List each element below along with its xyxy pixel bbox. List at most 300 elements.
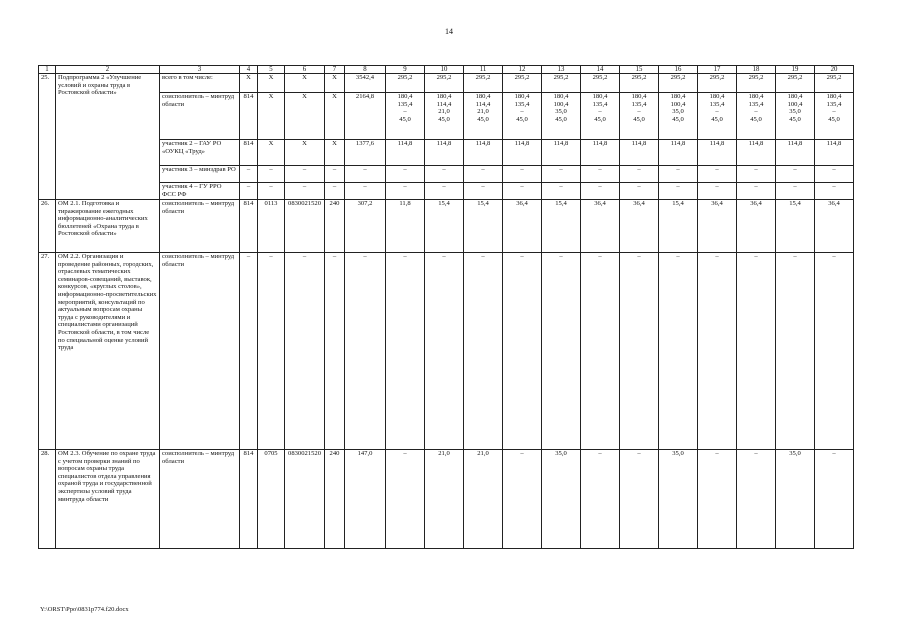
year-value-line: 295,2 [436, 74, 452, 81]
table-row [39, 93, 854, 140]
year-value-line: – [403, 450, 407, 457]
year-value-line: – [442, 166, 446, 173]
year-value [815, 200, 854, 253]
year-value-line: 180,4 [787, 93, 803, 100]
year-value-line: 35,0 [789, 450, 801, 457]
vr-code: 240 [325, 450, 345, 549]
year-value [464, 200, 503, 253]
year-value-line: 15,4 [672, 200, 684, 207]
year-value [659, 166, 698, 183]
budget-table [38, 65, 854, 549]
year-value [503, 253, 542, 450]
csr-code: X [285, 74, 325, 93]
csr-code: X [285, 93, 325, 140]
column-header-1: 1 [39, 66, 56, 74]
year-value-line: – [481, 253, 485, 260]
year-value [737, 253, 776, 450]
year-value [542, 140, 581, 166]
year-value-line: – [520, 450, 524, 457]
year-value [659, 183, 698, 200]
year-value [737, 450, 776, 549]
year-value-line: – [442, 183, 446, 190]
program-name: ОМ 2.3. Обучение по охране труда с учетом проверки знаний по вопросам охраны труда специалистов отдела управления охраной труда и государственной экспертизы условий труда минтруда области [56, 450, 160, 549]
row-number: 26. [39, 200, 56, 253]
year-value-line: 295,2 [748, 74, 764, 81]
year-value-line: 35,0 [789, 108, 801, 116]
year-value [503, 140, 542, 166]
year-value-line: 135,4 [592, 100, 608, 108]
year-value-line: 11,8 [399, 200, 411, 207]
year-value [425, 140, 464, 166]
column-header-8: 8 [345, 66, 386, 74]
year-value-line: 135,4 [514, 100, 530, 108]
year-value-line: – [637, 450, 641, 457]
year-value-line: 45,0 [633, 115, 645, 123]
year-value-line: – [715, 108, 719, 116]
year-value-line: – [793, 183, 797, 190]
year-value [464, 93, 503, 140]
year-value [776, 253, 815, 450]
grbs-code: 814 [240, 140, 258, 166]
year-value [386, 183, 425, 200]
year-value-line: 114,8 [631, 140, 647, 147]
year-value-line: 45,0 [789, 115, 801, 123]
csr-code: – [285, 166, 325, 183]
year-value [776, 450, 815, 549]
column-header-2: 2 [56, 66, 160, 74]
year-value-line: – [559, 253, 563, 260]
csr-code: – [285, 183, 325, 200]
year-value-line: 36,4 [711, 200, 723, 207]
year-value [542, 166, 581, 183]
year-value-line: – [754, 253, 758, 260]
year-value-line: – [754, 108, 758, 116]
year-value-line: – [832, 166, 836, 173]
executor: соисполнитель – минтруд области [160, 93, 240, 140]
column-header-20: 20 [815, 66, 854, 74]
csr-code: 0830021520 [285, 450, 325, 549]
year-value-line: – [754, 183, 758, 190]
column-header-13: 13 [542, 66, 581, 74]
year-value-line: 45,0 [750, 115, 762, 123]
year-value-line: – [793, 253, 797, 260]
year-value-line: 180,4 [436, 93, 452, 100]
year-value-line: 295,2 [514, 74, 530, 81]
year-value [425, 253, 464, 450]
year-value-line: 180,4 [670, 93, 686, 100]
year-value-line: 21,0 [477, 108, 489, 116]
column-header-15: 15 [620, 66, 659, 74]
year-value [776, 140, 815, 166]
table-row [39, 200, 854, 253]
total-amount: 307,2 [345, 200, 386, 253]
year-value [659, 253, 698, 450]
year-value-line: 295,2 [553, 74, 569, 81]
column-header-17: 17 [698, 66, 737, 74]
year-value [425, 200, 464, 253]
year-value [698, 166, 737, 183]
year-value [620, 253, 659, 450]
csr-code: X [285, 140, 325, 166]
year-value [815, 74, 854, 93]
year-value-line: – [637, 253, 641, 260]
year-value [581, 183, 620, 200]
year-value [425, 166, 464, 183]
year-value-line: 180,4 [826, 93, 842, 100]
table-row [39, 166, 854, 183]
year-value-line: 35,0 [672, 108, 684, 116]
year-value [581, 200, 620, 253]
year-value-line: – [442, 253, 446, 260]
year-value-line: 114,8 [436, 140, 452, 147]
year-value-line: 114,8 [787, 140, 803, 147]
year-value [581, 450, 620, 549]
column-header-12: 12 [503, 66, 542, 74]
year-value-line: – [676, 166, 680, 173]
year-value-line: – [676, 253, 680, 260]
year-value [503, 450, 542, 549]
year-value [386, 253, 425, 450]
column-header-5: 5 [258, 66, 285, 74]
vr-code: – [325, 166, 345, 183]
year-value [620, 74, 659, 93]
column-header-9: 9 [386, 66, 425, 74]
executor: участник 2 – ГАУ РО «ОУКЦ «Труд» [160, 140, 240, 166]
rzpr-code: 0705 [258, 450, 285, 549]
year-value-line: 35,0 [672, 450, 684, 457]
executor: соисполнитель – минтруд области [160, 200, 240, 253]
year-value-line: – [403, 166, 407, 173]
year-value-line: 114,4 [436, 100, 452, 108]
year-value-line: 135,4 [631, 100, 647, 108]
total-amount: – [345, 183, 386, 200]
year-value-line: – [520, 253, 524, 260]
program-name: ОМ 2.1. Подготовка и тиражирование ежегодных информационно-аналитических бюллетеней «Охрана труда в Ростовской области» [56, 200, 160, 253]
total-amount: – [345, 253, 386, 450]
year-value [698, 140, 737, 166]
year-value-line: 100,4 [553, 100, 569, 108]
year-value-line: 15,4 [789, 200, 801, 207]
year-value-line: 180,4 [397, 93, 413, 100]
year-value [464, 450, 503, 549]
year-value-line: 295,2 [397, 74, 413, 81]
year-value-line: – [403, 183, 407, 190]
year-value [503, 183, 542, 200]
year-value-line: 135,4 [709, 100, 725, 108]
year-value-line: 180,4 [631, 93, 647, 100]
year-value-line: 15,4 [438, 200, 450, 207]
year-value [503, 93, 542, 140]
table-row [39, 450, 854, 549]
year-value-line: – [559, 166, 563, 173]
year-value-line: 135,4 [748, 100, 764, 108]
year-value-line: – [598, 253, 602, 260]
year-value-line: 100,4 [670, 100, 686, 108]
year-value [815, 183, 854, 200]
column-header-4: 4 [240, 66, 258, 74]
year-value [737, 183, 776, 200]
year-value-line: 45,0 [672, 115, 684, 123]
year-value [581, 74, 620, 93]
year-value [737, 200, 776, 253]
year-value-line: 180,4 [475, 93, 491, 100]
vr-code: – [325, 253, 345, 450]
year-value-line: 295,2 [787, 74, 803, 81]
year-value-line: 45,0 [711, 115, 723, 123]
year-value [659, 93, 698, 140]
year-value-line: – [754, 166, 758, 173]
year-value [776, 93, 815, 140]
year-value [737, 74, 776, 93]
year-value [776, 183, 815, 200]
column-header-11: 11 [464, 66, 503, 74]
year-value-line: 36,4 [516, 200, 528, 207]
year-value [425, 183, 464, 200]
year-value-line: 45,0 [477, 115, 489, 123]
year-value-line: – [715, 450, 719, 457]
year-value [776, 200, 815, 253]
year-value-line: – [637, 166, 641, 173]
year-value-line: – [832, 450, 836, 457]
executor: участник 4 – ГУ РРО ФСС РФ [160, 183, 240, 200]
year-value [815, 253, 854, 450]
rzpr-code: – [258, 183, 285, 200]
year-value [659, 200, 698, 253]
year-value [815, 140, 854, 166]
year-value [581, 93, 620, 140]
total-amount: 147,0 [345, 450, 386, 549]
year-value-line: 114,8 [475, 140, 491, 147]
year-value-line: 21,0 [438, 108, 450, 116]
year-value-line: 45,0 [594, 115, 606, 123]
rzpr-code: 0113 [258, 200, 285, 253]
year-value-line: 36,4 [633, 200, 645, 207]
year-value-line: 295,2 [475, 74, 491, 81]
year-value [425, 93, 464, 140]
year-value [503, 74, 542, 93]
grbs-code: X [240, 74, 258, 93]
year-value [386, 450, 425, 549]
year-value-line: 295,2 [592, 74, 608, 81]
year-value-line: 45,0 [399, 115, 411, 123]
rzpr-code: – [258, 166, 285, 183]
year-value-line: 114,8 [514, 140, 530, 147]
row-number: 25. [39, 74, 56, 200]
year-value [698, 200, 737, 253]
total-amount: 2164,8 [345, 93, 386, 140]
rzpr-code: X [258, 74, 285, 93]
executor: всего в том числе: [160, 74, 240, 93]
table-body [39, 66, 854, 549]
year-value [815, 450, 854, 549]
year-value-line: – [520, 108, 524, 116]
year-value-line: 295,2 [826, 74, 842, 81]
year-value [542, 253, 581, 450]
year-value-line: 114,4 [475, 100, 491, 108]
year-value-line: 35,0 [555, 108, 567, 116]
year-value-line: – [832, 183, 836, 190]
year-value [386, 200, 425, 253]
year-value [464, 140, 503, 166]
column-header-6: 6 [285, 66, 325, 74]
table-row [39, 140, 854, 166]
year-value-line: – [637, 108, 641, 116]
grbs-code: – [240, 166, 258, 183]
table-row [39, 253, 854, 450]
year-value-line: – [520, 183, 524, 190]
csr-code: 0830021520 [285, 200, 325, 253]
year-value-line: 114,8 [826, 140, 842, 147]
year-value-line: 295,2 [631, 74, 647, 81]
grbs-code: 814 [240, 200, 258, 253]
year-value [620, 93, 659, 140]
year-value [464, 166, 503, 183]
year-value-line: 114,8 [670, 140, 686, 147]
grbs-code: 814 [240, 450, 258, 549]
year-value-line: 114,8 [553, 140, 569, 147]
vr-code: – [325, 183, 345, 200]
year-value [464, 183, 503, 200]
year-value-line: 45,0 [828, 115, 840, 123]
header-row [39, 66, 854, 74]
executor: соисполнитель – минтруд области [160, 253, 240, 450]
year-value [581, 166, 620, 183]
year-value-line: – [793, 166, 797, 173]
year-value [815, 93, 854, 140]
year-value [425, 74, 464, 93]
grbs-code: – [240, 253, 258, 450]
year-value-line: 114,8 [709, 140, 725, 147]
year-value-line: 180,4 [748, 93, 764, 100]
year-value [581, 140, 620, 166]
year-value-line: 36,4 [594, 200, 606, 207]
table-row [39, 183, 854, 200]
column-header-19: 19 [776, 66, 815, 74]
year-value [737, 140, 776, 166]
year-value-line: 15,4 [477, 200, 489, 207]
executor: участник 3 – минздрав РО [160, 166, 240, 183]
year-value [503, 200, 542, 253]
year-value [425, 450, 464, 549]
year-value-line: 295,2 [670, 74, 686, 81]
vr-code: X [325, 140, 345, 166]
year-value [698, 74, 737, 93]
page-number: 14 [445, 27, 453, 36]
column-header-7: 7 [325, 66, 345, 74]
row-number: 27. [39, 253, 56, 450]
year-value [581, 253, 620, 450]
column-header-3: 3 [160, 66, 240, 74]
year-value [815, 166, 854, 183]
year-value-line: – [715, 183, 719, 190]
year-value-line: 36,4 [828, 200, 840, 207]
total-amount: – [345, 166, 386, 183]
year-value-line: – [403, 108, 407, 116]
year-value-line: – [598, 108, 602, 116]
year-value [542, 93, 581, 140]
column-header-10: 10 [425, 66, 464, 74]
year-value-line: – [598, 183, 602, 190]
year-value-line: 114,8 [592, 140, 608, 147]
year-value-line: – [637, 183, 641, 190]
year-value [503, 166, 542, 183]
year-value [620, 183, 659, 200]
year-value [386, 166, 425, 183]
year-value-line: – [481, 166, 485, 173]
total-amount: 3542,4 [345, 74, 386, 93]
year-value [542, 450, 581, 549]
table-row [39, 74, 854, 93]
year-value [698, 183, 737, 200]
vr-code: 240 [325, 200, 345, 253]
rzpr-code: – [258, 253, 285, 450]
year-value [698, 93, 737, 140]
year-value-line: 180,4 [592, 93, 608, 100]
year-value-line: – [832, 108, 836, 116]
year-value [542, 74, 581, 93]
year-value [620, 140, 659, 166]
vr-code: X [325, 93, 345, 140]
year-value-line: 35,0 [555, 450, 567, 457]
year-value [386, 74, 425, 93]
grbs-code: 814 [240, 93, 258, 140]
year-value [659, 74, 698, 93]
year-value-line: – [754, 450, 758, 457]
year-value-line: – [715, 166, 719, 173]
rzpr-code: X [258, 140, 285, 166]
year-value-line: – [715, 253, 719, 260]
year-value-line: 180,4 [514, 93, 530, 100]
year-value-line: – [676, 183, 680, 190]
year-value-line: – [520, 166, 524, 173]
year-value-line: – [559, 183, 563, 190]
year-value [698, 450, 737, 549]
year-value-line: 114,8 [748, 140, 764, 147]
year-value [542, 200, 581, 253]
year-value-line: 45,0 [555, 115, 567, 123]
year-value [659, 450, 698, 549]
year-value-line: 295,2 [709, 74, 725, 81]
year-value [620, 166, 659, 183]
grbs-code: – [240, 183, 258, 200]
year-value [542, 183, 581, 200]
year-value [620, 450, 659, 549]
year-value [776, 166, 815, 183]
year-value [464, 253, 503, 450]
year-value [464, 74, 503, 93]
year-value-line: 180,4 [553, 93, 569, 100]
program-name: Подпрограмма 2 «Улучшение условий и охраны труда в Ростовской области» [56, 74, 160, 200]
year-value [698, 253, 737, 450]
year-value-line: 45,0 [438, 115, 450, 123]
column-header-16: 16 [659, 66, 698, 74]
year-value-line: – [598, 166, 602, 173]
year-value [737, 93, 776, 140]
program-name: ОМ 2.2. Организация и проведение районных, городских, отраслевых тематических семинаров-совещаний, выставок, конкурсов, «круглых столов», информационно-просветительских мероприятий, консультаций по актуальным вопросам охраны труда с руководителями и специалистами организаций Ростовской области, в том числе по специальной оценке условий труда [56, 253, 160, 450]
year-value-line: – [481, 183, 485, 190]
year-value-line: 36,4 [750, 200, 762, 207]
csr-code: – [285, 253, 325, 450]
year-value-line: 114,8 [397, 140, 413, 147]
column-header-18: 18 [737, 66, 776, 74]
year-value-line: 45,0 [516, 115, 528, 123]
year-value-line: 21,0 [477, 450, 489, 457]
row-number: 28. [39, 450, 56, 549]
vr-code: X [325, 74, 345, 93]
total-amount: 1377,6 [345, 140, 386, 166]
year-value-line: – [403, 253, 407, 260]
year-value [737, 166, 776, 183]
